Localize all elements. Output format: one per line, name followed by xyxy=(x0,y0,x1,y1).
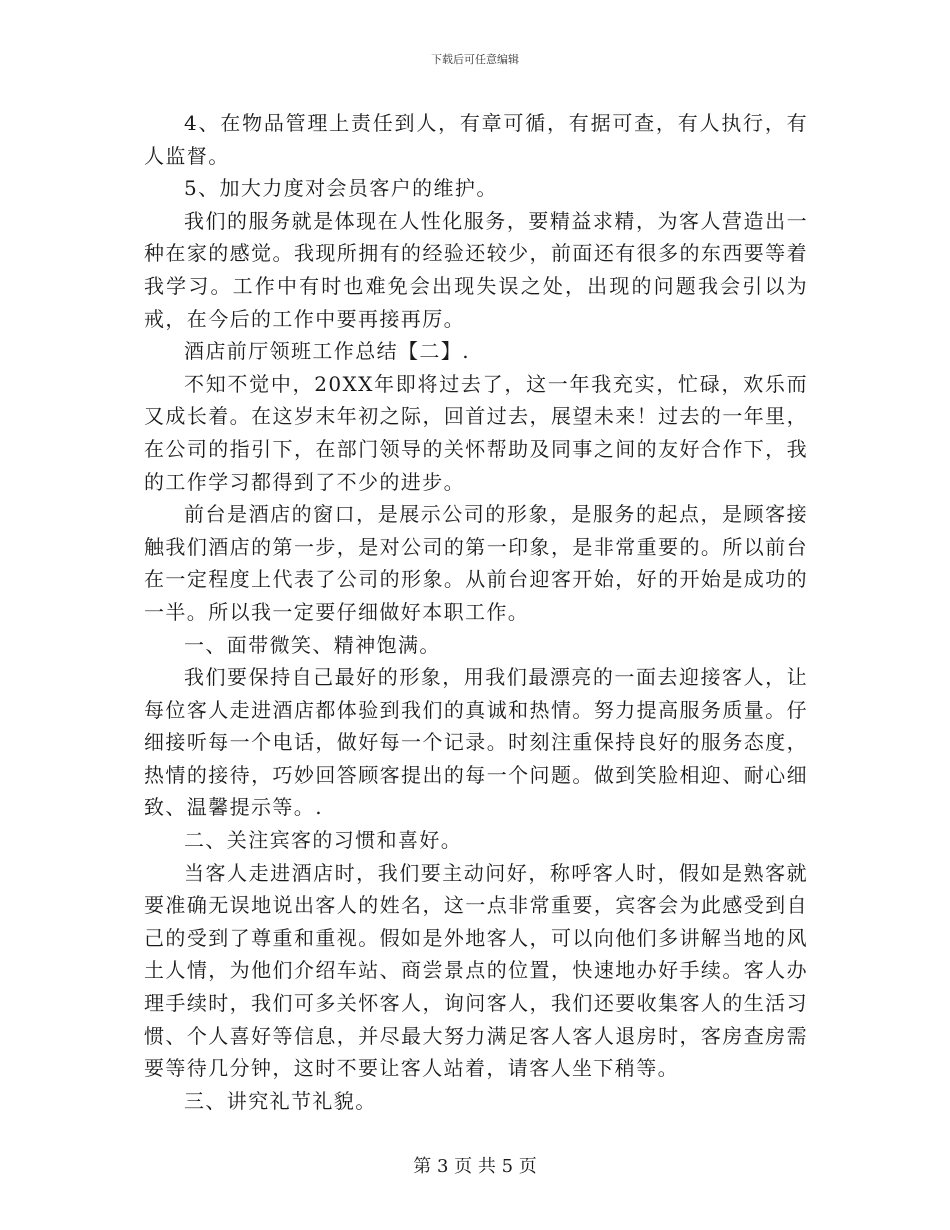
paragraph: 前台是酒店的窗口，是展示公司的形象，是服务的起点，是顾客接触我们酒店的第一步，是对公司的第一印象，是非常重要的。所以前台在一定程度上代表了公司的形象。从前台迎客开始，好的开始是成功的一半。所以我一定要仔细做好本职工作。 xyxy=(144,502,808,624)
page-number-suffix: 页 xyxy=(518,1156,537,1177)
section-heading: 二、关注宾客的习惯和喜好。 xyxy=(184,828,463,853)
page-number-current: 3 xyxy=(436,1156,449,1177)
page-number-total: 5 xyxy=(501,1156,514,1177)
page-number-middle: 页 共 xyxy=(454,1156,496,1177)
section-heading: 三、讲究礼节礼貌。 xyxy=(184,1088,377,1113)
page-footer xyxy=(0,1155,950,1179)
page-header: 下载后可任意编辑 xyxy=(431,53,519,66)
paragraph: 4、在物品管理上责任到人，有章可循，有据可查，有人执行，有人监督。 xyxy=(144,111,808,168)
section-title: 酒店前厅领班工作总结【二】. xyxy=(184,339,470,364)
paragraph: 我们的服务就是体现在人性化服务，要精益求精，为客人营造出一种在家的感觉。我现所拥有的经验还较少，前面还有很多的东西要等着我学习。工作中有时也难免会出现失误之处，出现的问题我会引以为戒，在今后的工作中要再接再厉。 xyxy=(144,208,808,331)
paragraph: 不知不觉中，20XX年即将过去了，这一年我充实，忙碌，欢乐而又成长着。在这岁末年初之际，回首过去，展望未来！过去的一年里，在公司的指引下，在部门领导的关怀帮助及同事之间的友好合作下，我的工作学习都得到了不少的进步。 xyxy=(144,371,808,494)
section-heading: 一、面带微笑、精神饱满。 xyxy=(184,632,441,657)
page-number-prefix: 第 xyxy=(413,1156,432,1177)
document-body xyxy=(144,107,808,1117)
paragraph: 我们要保持自己最好的形象，用我们最漂亮的一面去迎接客人，让每位客人走进酒店都体验到我们的真诚和热情。努力提高服务质量。仔细接听每一个电话，做好每一个记录。时刻注重保持良好的服务态度，热情的接待，巧妙回答顾客提出的每一个问题。做到笑脸相迎、耐心细致、温馨提示等。. xyxy=(144,665,808,820)
paragraph: 当客人走进酒店时，我们要主动问好，称呼客人时，假如是熟客就要准确无误地说出客人的姓名，这一点非常重要，宾客会为此感受到自己的受到了尊重和重视。假如是外地客人，可以向他们多讲解当地的风土人情，为他们介绍车站、商尝景点的位置，快速地办好手续。客人办理手续时，我们可多关怀客人，询问客人，我们还要收集客人的生活习惯、个人喜好等信息，并尽最大努力满足客人客人退房时，客房查房需要等待几分钟，这时不要让客人站着，请客人坐下稍等。 xyxy=(144,860,808,1081)
paragraph: 5、加大力度对会员客户的维护。 xyxy=(184,176,498,201)
